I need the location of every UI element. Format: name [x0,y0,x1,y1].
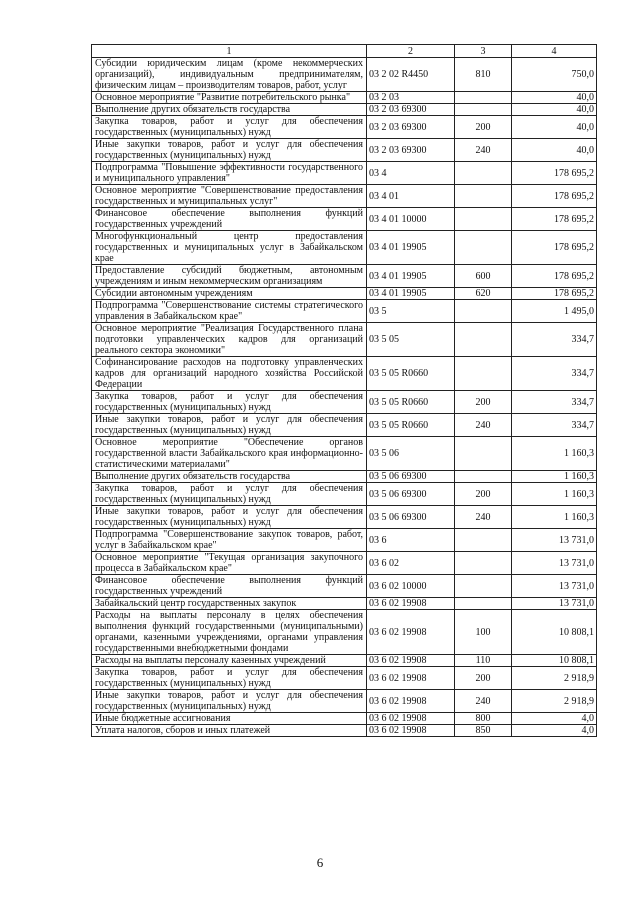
row-code: 03 5 06 69300 [367,483,455,506]
table-row [92,104,597,116]
row-amount: 2 918,9 [512,690,597,713]
row-code: 03 4 01 19905 [367,265,455,288]
row-expense-type: 240 [455,506,512,529]
row-expense-type [455,208,512,231]
row-amount: 40,0 [512,92,597,104]
row-expense-type: 240 [455,414,512,437]
row-amount: 40,0 [512,104,597,116]
row-code: 03 6 02 [367,552,455,575]
row-code: 03 5 05 R0660 [367,357,455,391]
row-amount: 1 160,3 [512,437,597,471]
row-expense-type [455,575,512,598]
row-code: 03 2 03 69300 [367,139,455,162]
row-amount: 10 808,1 [512,655,597,667]
row-name: Иные закупки товаров, работ и услуг для обеспечения государственных (муниципальных) нужд [92,690,367,713]
row-expense-type: 240 [455,690,512,713]
table-row [92,610,597,655]
row-code: 03 4 01 19905 [367,231,455,265]
row-expense-type: 200 [455,667,512,690]
row-name: Расходы на выплаты персоналу в целях обеспечения выполнения функций государственными (муниципальными) органами, казенными учреждениями, органами управления государственными внебюджетными фондами [92,610,367,655]
row-code: 03 6 02 19908 [367,713,455,725]
table-row [92,667,597,690]
row-name: Иные закупки товаров, работ и услуг для обеспечения государственных (муниципальных) нужд [92,139,367,162]
row-expense-type: 110 [455,655,512,667]
row-name: Закупка товаров, работ и услуг для обеспечения государственных (муниципальных) нужд [92,667,367,690]
row-name: Многофункциональный центр предоставления государственных и муниципальных услуг в Забайкальском крае [92,231,367,265]
row-name: Финансовое обеспечение выполнения функций государственных учреждений [92,208,367,231]
row-amount: 4,0 [512,713,597,725]
table-row [92,58,597,92]
row-name: Основное мероприятие "Текущая организация закупочного процесса в Забайкальском крае" [92,552,367,575]
row-amount: 1 160,3 [512,506,597,529]
row-amount: 178 695,2 [512,208,597,231]
row-code: 03 6 02 19908 [367,598,455,610]
row-expense-type: 100 [455,610,512,655]
row-code: 03 6 02 19908 [367,610,455,655]
row-amount: 178 695,2 [512,185,597,208]
row-expense-type: 620 [455,288,512,300]
row-amount: 750,0 [512,58,597,92]
row-code: 03 6 02 10000 [367,575,455,598]
table-row [92,529,597,552]
row-expense-type: 800 [455,713,512,725]
row-expense-type: 810 [455,58,512,92]
row-code: 03 5 05 [367,323,455,357]
row-amount: 334,7 [512,357,597,391]
row-code: 03 6 02 19908 [367,725,455,737]
row-name: Субсидии юридическим лицам (кроме некоммерческих организаций), индивидуальным предпринимателям, физическим лицам – производителям товаров, работ, услуг [92,58,367,92]
header-col-3: 3 [455,45,512,58]
row-code: 03 4 01 19905 [367,288,455,300]
header-col-2: 2 [367,45,455,58]
table-row [92,414,597,437]
row-expense-type: 240 [455,139,512,162]
row-amount: 178 695,2 [512,231,597,265]
row-name: Уплата налогов, сборов и иных платежей [92,725,367,737]
row-amount: 2 918,9 [512,667,597,690]
row-name: Субсидии автономным учреждениям [92,288,367,300]
table-row [92,506,597,529]
table-row [92,116,597,139]
row-name: Подпрограмма "Совершенствование закупок товаров, работ, услуг в Забайкальском крае" [92,529,367,552]
budget-table [91,44,597,737]
row-expense-type [455,323,512,357]
row-expense-type [455,357,512,391]
table-row [92,575,597,598]
row-amount: 1 495,0 [512,300,597,323]
row-code: 03 5 06 69300 [367,506,455,529]
row-name: Предоставление субсидий бюджетным, автономным учреждениям и иным некоммерческим организациям [92,265,367,288]
row-name: Расходы на выплаты персоналу казенных учреждений [92,655,367,667]
table-row [92,357,597,391]
table-row [92,288,597,300]
table-row [92,391,597,414]
row-code: 03 4 01 [367,185,455,208]
row-expense-type [455,231,512,265]
row-code: 03 2 03 69300 [367,104,455,116]
row-amount: 13 731,0 [512,575,597,598]
table-row [92,598,597,610]
row-expense-type: 850 [455,725,512,737]
table-row [92,713,597,725]
table-row [92,483,597,506]
table-row [92,162,597,185]
row-name: Выполнение других обязательств государства [92,104,367,116]
table-row [92,690,597,713]
row-name: Финансовое обеспечение выполнения функций государственных учреждений [92,575,367,598]
table-row [92,725,597,737]
row-name: Закупка товаров, работ и услуг для обеспечения государственных (муниципальных) нужд [92,483,367,506]
row-name: Основное мероприятие "Реализация Государственного плана подготовки управленческих кадров для организаций реального сектора экономики" [92,323,367,357]
row-name: Иные бюджетные ассигнования [92,713,367,725]
row-amount: 4,0 [512,725,597,737]
row-amount: 178 695,2 [512,265,597,288]
table-row [92,185,597,208]
row-code: 03 5 05 R0660 [367,391,455,414]
row-expense-type [455,437,512,471]
row-name: Иные закупки товаров, работ и услуг для обеспечения государственных (муниципальных) нужд [92,414,367,437]
row-code: 03 6 [367,529,455,552]
row-name: Забайкальский центр государственных закупок [92,598,367,610]
row-amount: 334,7 [512,323,597,357]
row-expense-type [455,552,512,575]
row-code: 03 5 05 R0660 [367,414,455,437]
table-row [92,300,597,323]
row-expense-type: 200 [455,483,512,506]
row-name: Иные закупки товаров, работ и услуг для обеспечения государственных (муниципальных) нужд [92,506,367,529]
row-expense-type: 200 [455,391,512,414]
table-row [92,139,597,162]
row-expense-type [455,300,512,323]
row-code: 03 6 02 19908 [367,667,455,690]
row-amount: 13 731,0 [512,529,597,552]
row-expense-type [455,92,512,104]
row-name: Основное мероприятие "Совершенствование предоставления государственных и муниципальных услуг" [92,185,367,208]
row-name: Закупка товаров, работ и услуг для обеспечения государственных (муниципальных) нужд [92,391,367,414]
table-body [92,58,597,737]
table-row [92,471,597,483]
row-code: 03 5 06 [367,437,455,471]
table-row [92,92,597,104]
row-name: Подпрограмма "Повышение эффективности государственного и муниципального управления" [92,162,367,185]
row-amount: 13 731,0 [512,552,597,575]
row-name: Подпрограмма "Совершенствование системы стратегического управления в Забайкальском крае" [92,300,367,323]
table-row [92,655,597,667]
row-amount: 10 808,1 [512,610,597,655]
row-amount: 334,7 [512,391,597,414]
table-row [92,265,597,288]
row-expense-type: 200 [455,116,512,139]
row-amount: 178 695,2 [512,162,597,185]
table-row [92,231,597,265]
row-code: 03 2 03 69300 [367,116,455,139]
row-code: 03 2 03 [367,92,455,104]
row-amount: 334,7 [512,414,597,437]
row-expense-type [455,162,512,185]
row-code: 03 2 02 R4450 [367,58,455,92]
row-expense-type [455,104,512,116]
table-header-row [92,45,597,58]
row-expense-type [455,471,512,483]
row-expense-type: 600 [455,265,512,288]
page-number: 6 [316,855,324,870]
row-code: 03 4 [367,162,455,185]
header-col-4: 4 [512,45,597,58]
row-name: Основное мероприятие "Обеспечение органов государственной власти Забайкальского края информационно-статистическими материалами" [92,437,367,471]
row-name: Софинансирование расходов на подготовку управленческих кадров для организаций народного хозяйства Российской Федерации [92,357,367,391]
row-amount: 1 160,3 [512,483,597,506]
row-code: 03 6 02 19908 [367,690,455,713]
row-code: 03 4 01 10000 [367,208,455,231]
row-amount: 40,0 [512,139,597,162]
row-name: Закупка товаров, работ и услуг для обеспечения государственных (муниципальных) нужд [92,116,367,139]
row-code: 03 6 02 19908 [367,655,455,667]
row-amount: 1 160,3 [512,471,597,483]
row-name: Выполнение других обязательств государства [92,471,367,483]
header-col-1: 1 [92,45,367,58]
row-expense-type [455,529,512,552]
row-code: 03 5 06 69300 [367,471,455,483]
row-amount: 13 731,0 [512,598,597,610]
table-row [92,552,597,575]
row-code: 03 5 [367,300,455,323]
row-name: Основное мероприятие "Развитие потребительского рынка" [92,92,367,104]
row-expense-type [455,185,512,208]
row-amount: 178 695,2 [512,288,597,300]
row-amount: 40,0 [512,116,597,139]
table-row [92,323,597,357]
row-expense-type [455,598,512,610]
table-row [92,437,597,471]
table-row [92,208,597,231]
